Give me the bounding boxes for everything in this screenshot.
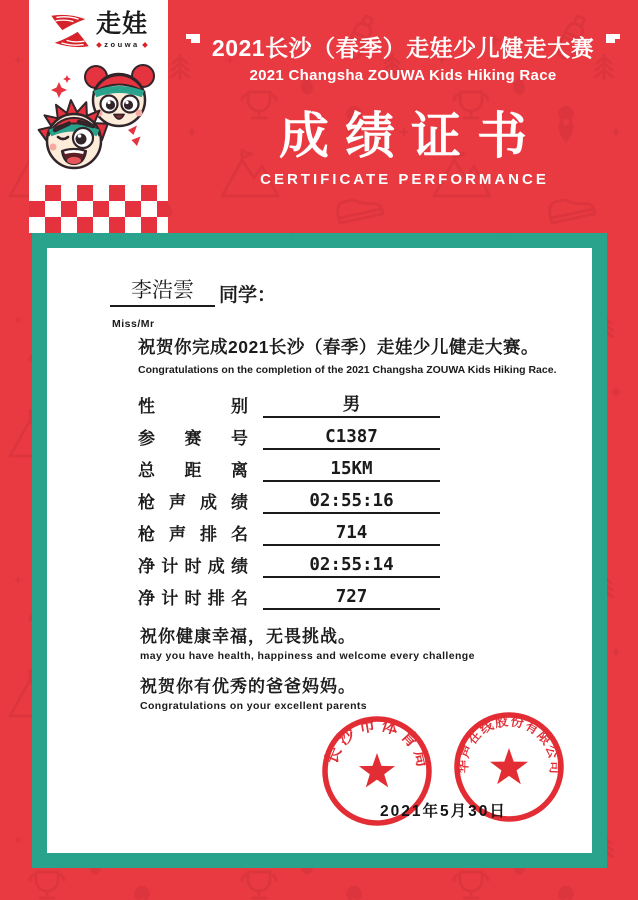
recipient-name: 李浩雲 <box>110 278 215 307</box>
field-value: 02:55:14 <box>263 555 440 578</box>
field-label-char: 枪 <box>138 493 155 512</box>
checker-pattern <box>29 185 168 233</box>
field-label-char: 声 <box>169 525 186 544</box>
blessing-line-cn-2: 祝贺你有优秀的爸爸妈妈。 <box>140 677 356 696</box>
mascot-illustration <box>36 60 162 173</box>
field-label <box>138 398 248 418</box>
svg-text:华声在线股份有限公司: 华声在线股份有限公司 <box>455 713 563 776</box>
field-label-char: 别 <box>231 397 248 416</box>
field-label-char: 离 <box>231 461 248 480</box>
field-label-char: 总 <box>138 461 155 480</box>
field-value: 714 <box>263 523 440 546</box>
fields-list <box>138 386 440 610</box>
field-row <box>138 482 440 514</box>
field-label-char: 名 <box>231 589 248 608</box>
field-label-char: 枪 <box>138 525 155 544</box>
field-label-char: 成 <box>207 557 225 576</box>
stamp-date: 2021年5月30日 <box>380 803 507 820</box>
field-label-char: 距 <box>184 461 202 480</box>
header <box>168 0 638 188</box>
field-label-char: 计 <box>161 589 179 608</box>
certificate-title: 成绩证书 <box>279 108 543 164</box>
field-label-char: 计 <box>161 557 179 576</box>
certificate-subtitle: CERTIFICATE PERFORMANCE <box>260 171 549 188</box>
field-label-char: 名 <box>231 525 248 544</box>
field-label-char: 净 <box>138 557 155 576</box>
event-subtitle: 2021 Changsha ZOUWA Kids Hiking Race <box>249 67 557 84</box>
recipient-sub-label: Miss/Mr <box>112 318 155 330</box>
field-value: 02:55:16 <box>263 491 440 514</box>
field-label-char: 排 <box>207 589 225 608</box>
congrats-line-en: Congratulations on the completion of the 2021 Changsha ZOUWA Kids Hiking Race. <box>138 364 557 376</box>
logo-diamond-icon <box>142 42 148 48</box>
left-banner-column <box>29 0 168 233</box>
event-title: 2021长沙（春季）走娃少儿健走大赛 <box>211 35 595 61</box>
field-value: C1387 <box>263 427 440 450</box>
recipient-suffix: 同学： <box>219 285 277 307</box>
field-label-char: 时 <box>184 589 202 608</box>
field-row <box>138 578 440 610</box>
field-label-char: 绩 <box>231 493 248 512</box>
logo-name: 走娃 <box>95 10 148 38</box>
field-label-char: 赛 <box>184 429 202 448</box>
field-label <box>138 462 248 482</box>
field-row <box>138 418 440 450</box>
triangle-decor-icon <box>128 126 141 147</box>
field-label-char: 声 <box>169 493 186 512</box>
field-row <box>138 386 440 418</box>
sparkle-icon <box>51 75 71 98</box>
certificate-paper <box>47 248 592 853</box>
congrats-line-cn: 祝贺你完成2021长沙（春季）走娃少儿健走大赛。 <box>138 337 539 357</box>
star-icon <box>359 753 395 787</box>
blessing-line-en-1: may you have health, happiness and welcome every challenge <box>140 650 475 662</box>
field-row <box>138 514 440 546</box>
field-label-char: 绩 <box>231 557 248 576</box>
field-label <box>138 558 248 578</box>
field-row <box>138 546 440 578</box>
zouwa-logo <box>29 0 168 49</box>
field-value: 男 <box>263 395 440 418</box>
title-pixel-decor-right-icon <box>606 34 620 60</box>
star-icon <box>490 748 528 784</box>
logo-diamond-icon <box>96 42 102 48</box>
field-label-char: 参 <box>138 429 155 448</box>
field-row <box>138 450 440 482</box>
blessing-line-en-2: Congratulations on your excellent parents <box>140 700 368 712</box>
field-label-char: 净 <box>138 589 155 608</box>
field-label-char: 号 <box>231 429 248 448</box>
field-label <box>138 526 248 546</box>
field-label-char: 成 <box>200 493 217 512</box>
title-pixel-decor-left-icon <box>186 34 200 60</box>
field-label <box>138 494 248 514</box>
field-label <box>138 590 248 610</box>
svg-text:长沙市体育局: 长沙市体育局 <box>322 715 433 773</box>
field-label-char: 时 <box>184 557 202 576</box>
logo-name-en: zouwa <box>104 40 140 49</box>
field-label-char: 排 <box>200 525 217 544</box>
field-value: 727 <box>263 587 440 610</box>
field-value: 15KM <box>263 459 440 482</box>
certificate-frame <box>32 233 607 868</box>
field-label-char: 性 <box>138 397 155 416</box>
zouwa-swoosh-icon <box>49 14 91 48</box>
blessing-line-cn-1: 祝你健康幸福，无畏挑战。 <box>140 627 356 646</box>
field-label <box>138 430 248 450</box>
